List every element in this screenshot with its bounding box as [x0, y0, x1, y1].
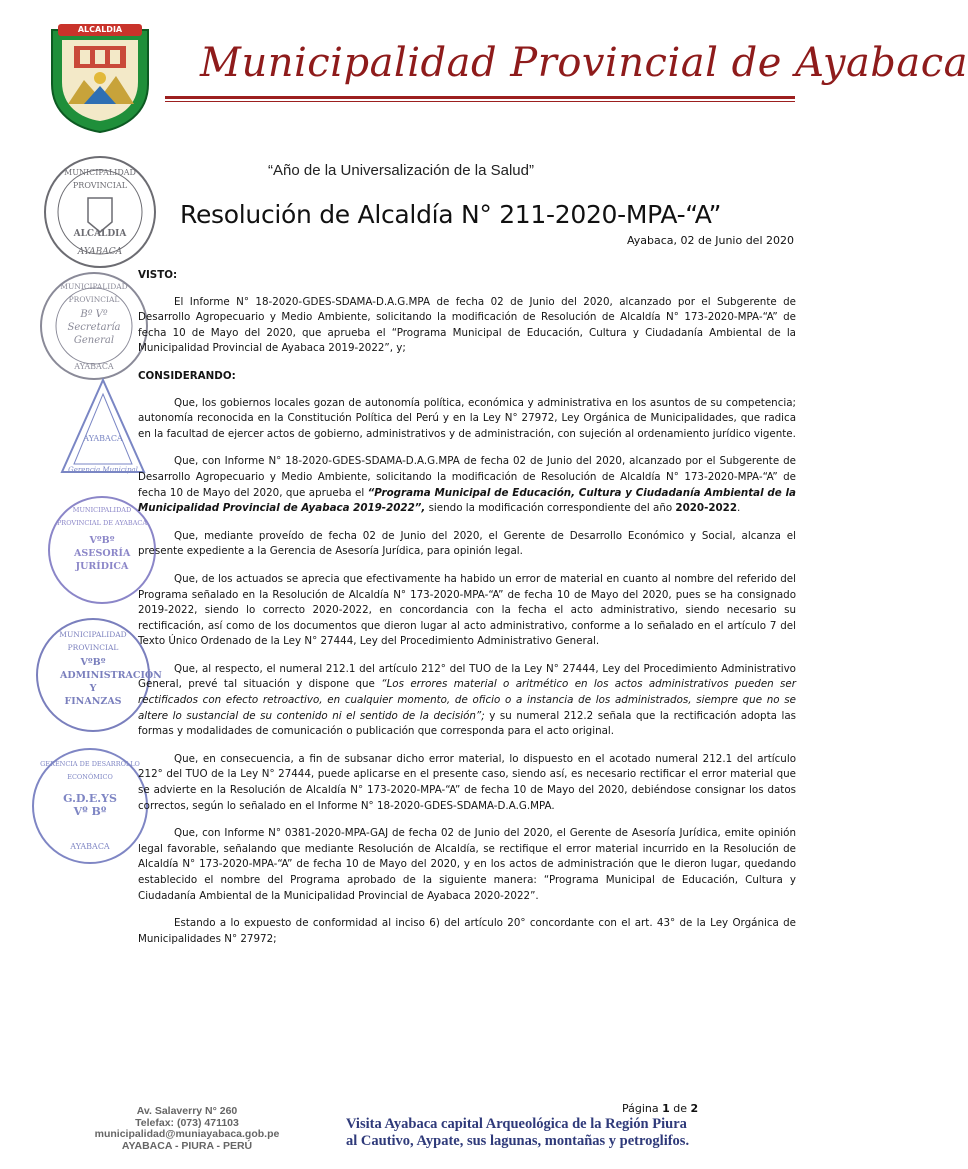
considerando-paragraph-2: Que, con Informe N° 18-2020-GDES-SDAMA-D.A.G.MPA de fecha 02 de Junio del 2020, alcanzado por el Subgerente de Desarrollo Agropecuario y Medio Ambiente, solicitando la modificación de Resolución de Alcaldía N° 173-2020-MPA-“A” de fecha 10 de Mayo del 2020, que aprueba el “Programa Municipal de Educación, Cultura y Ciudadanía Ambiental de la Municipalidad Provincial de Ayabaca 2019-2022”, siendo la modificación correspondiente del año 2020-2022.: [138, 455, 796, 515]
footer-location: AYABACA - PIURA - PERÚ: [121, 1139, 253, 1152]
footer-address-street: Av. Salaverry N° 260: [136, 1105, 238, 1117]
considerando-paragraph-3: Que, mediante proveído de fecha 02 de Junio del 2020, el Gerente de Desarrollo Económico y Social, alcanza el presente expediente a la Gerencia de Asesoría Jurídica, para opinión legal.: [138, 529, 796, 558]
visto-paragraph: El Informe N° 18-2020-GDES-SDAMA-D.A.G.MPA de fecha 02 de Junio del 2020, alcanzado por el Subgerente de Desarrollo Agropecuario y Medio Ambiente, solicitando la modificación de Resolución de Alcaldía N° 173-2020-MPA-“A” de fecha 10 de Mayo del 2020, que aprueba el “Programa Municipal de Educación, Cultura y Ciudadanía Ambiental de la Municipalidad Provincial de Ayabaca 2019-2022”, y;: [138, 295, 796, 355]
visto-heading: VISTO:: [138, 269, 178, 281]
footer-telefax: Telefax: (073) 471103: [135, 1116, 239, 1129]
considerando-paragraph-6: Que, en consecuencia, a fin de subsanar dicho error material, lo dispuesto en el acotado numeral 212.1 del artículo 212° del TUO de la Ley N° 27444, puede aplicarse en el presente caso, siendo así, es necesario rectificar el error material que se advierte en la Resolución de Alcaldía N° 173-2020-MPA-“A” de fecha 10 de Mayo del 2020, debiéndose consignar los datos correctos, según lo señalado en el Informe N° 18-2020-GDES-SDAMA-D.A.G.MPA.: [138, 752, 796, 812]
header-divider: [165, 96, 795, 99]
logo-banner-text: ALCALDIA: [77, 25, 123, 34]
tourism-slogan: [346, 1116, 786, 1149]
considerando-paragraph-4: Que, de los actuados se aprecia que efectivamente ha habido un error de material en cuanto al nombre del referido del Programa señalado en la Resolución de Alcaldía N° 173-2020-MPA-“A” de fecha 10 de Mayo del 2020, pues se ha consignado 2019-2022, siendo lo correcto 2020-2022, en concordancia con la fecha el acto administrativo, siendo necesario su rectificación, así como de los documentos que dieron lugar al acto administrativo, conforme a lo señalado en el artículo 7 del Texto Único Ordenado de la Ley N° 27444, Ley del Procedimiento Administrativo General.: [138, 572, 796, 648]
gerencia-municipal-stamp: AYABACA Gerencia Municipal: [58, 376, 148, 480]
tourism-slogan-line-2: al Cautivo, Aypate, sus lagunas, montañas y petroglifos.: [346, 1132, 690, 1149]
considerando-paragraph-1: Que, los gobiernos locales gozan de autonomía política, económica y administrativa en los asuntos de su competencia; autonomía reconocida en la Constitución Política del Perú y en la Ley N° 27972, Ley Orgánica de Municipalidades, que radica en la facultad de ejercer actos de gobierno, administrativos y de administración, con sujeción al ordenamiento jurídico vigente.: [138, 396, 796, 440]
year-motto: “Año de la Universalización de la Salud”: [268, 162, 534, 179]
footer-email: municipalidad@muniayabaca.gob.pe: [94, 1128, 280, 1140]
secretaria-general-stamp: MUNICIPALIDAD PROVINCIAL Bº Vº Secretaría General AYABACA: [40, 272, 148, 380]
page-number: Página 1 de 2: [622, 1102, 699, 1115]
asesoria-juridica-stamp: MUNICIPALIDAD PROVINCIAL DE AYABACA VºBº ASESORÍA JURÍDICA: [48, 496, 156, 604]
considerando-heading: CONSIDERANDO:: [138, 369, 236, 382]
considerando-paragraph-7: Que, con Informe N° 0381-2020-MPA-GAJ de fecha 02 de Junio del 2020, el Gerente de Asesoría Jurídica, emite opinión legal favorable, señalando que mediante Resolución de Alcaldía, se rectifique el error material incurrido en la Resolución de Alcaldía N° 173-2020-MPA-“A” de fecha 10 de Mayo del 2020, y en los actos de administración que le dieron lugar, quedando establecido el nombre del Programa aprobado de la siguiente manera: “Programa Municipal de Educación, Cultura y Ciudadanía Ambiental de la Municipalidad Provincial de Ayabaca 2020-2022”.: [138, 827, 796, 902]
header-divider-thin: [165, 101, 795, 102]
considerando-paragraph-5: Que, al respecto, el numeral 212.1 del artículo 212° del TUO de la Ley N° 27444, Ley del Procedimiento Administrativo General, prevé tal situación y dispone que “Los errores material o aritmético en los actos administrativos pueden ser rectificados con efecto retroactivo, en cualquier momento, de oficio o a instancia de los administrados, siempre que no se altere lo sustancial de su contenido ni el sentido de la decisión”; y su numeral 212.2 señala que la rectificación adopta las formas y modalidades de comunicación o publicación que corresponda para el acto original.: [138, 662, 797, 738]
gerencia-desarrollo-economico-stamp: GERENCIA DE DESARROLLO ECONÓMICO G.D.E.YS Vº Bº AYABACA: [32, 748, 148, 864]
municipal-coat-of-arms-logo: [44, 22, 156, 134]
tourism-slogan-line-1: Visita Ayabaca capital Arqueológica de la Región Piura: [346, 1116, 687, 1132]
resolution-title: Resolución de Alcaldía N° 211-2020-MPA-“A”: [180, 200, 722, 229]
considerando-paragraph-8: Estando a lo expuesto de conformidad al inciso 6) del artículo 20° concordante con el art. 43° de la Ley Orgánica de Municipalidades N° 27972;: [138, 917, 796, 945]
place-and-date: Ayabaca, 02 de Junio del 2020: [626, 234, 794, 247]
footer-address-block: [60, 1106, 314, 1152]
administracion-finanzas-stamp: MUNICIPALIDAD PROVINCIAL VºBº ADMINISTRACIÓN Y FINANZAS: [36, 618, 150, 732]
municipality-header-title: Municipalidad Provincial de Ayabaca: [200, 40, 968, 86]
resolution-body: [138, 268, 796, 959]
alcaldia-seal: MUNICIPALIDAD PROVINCIAL ALCALDIA AYABACA: [44, 156, 156, 268]
